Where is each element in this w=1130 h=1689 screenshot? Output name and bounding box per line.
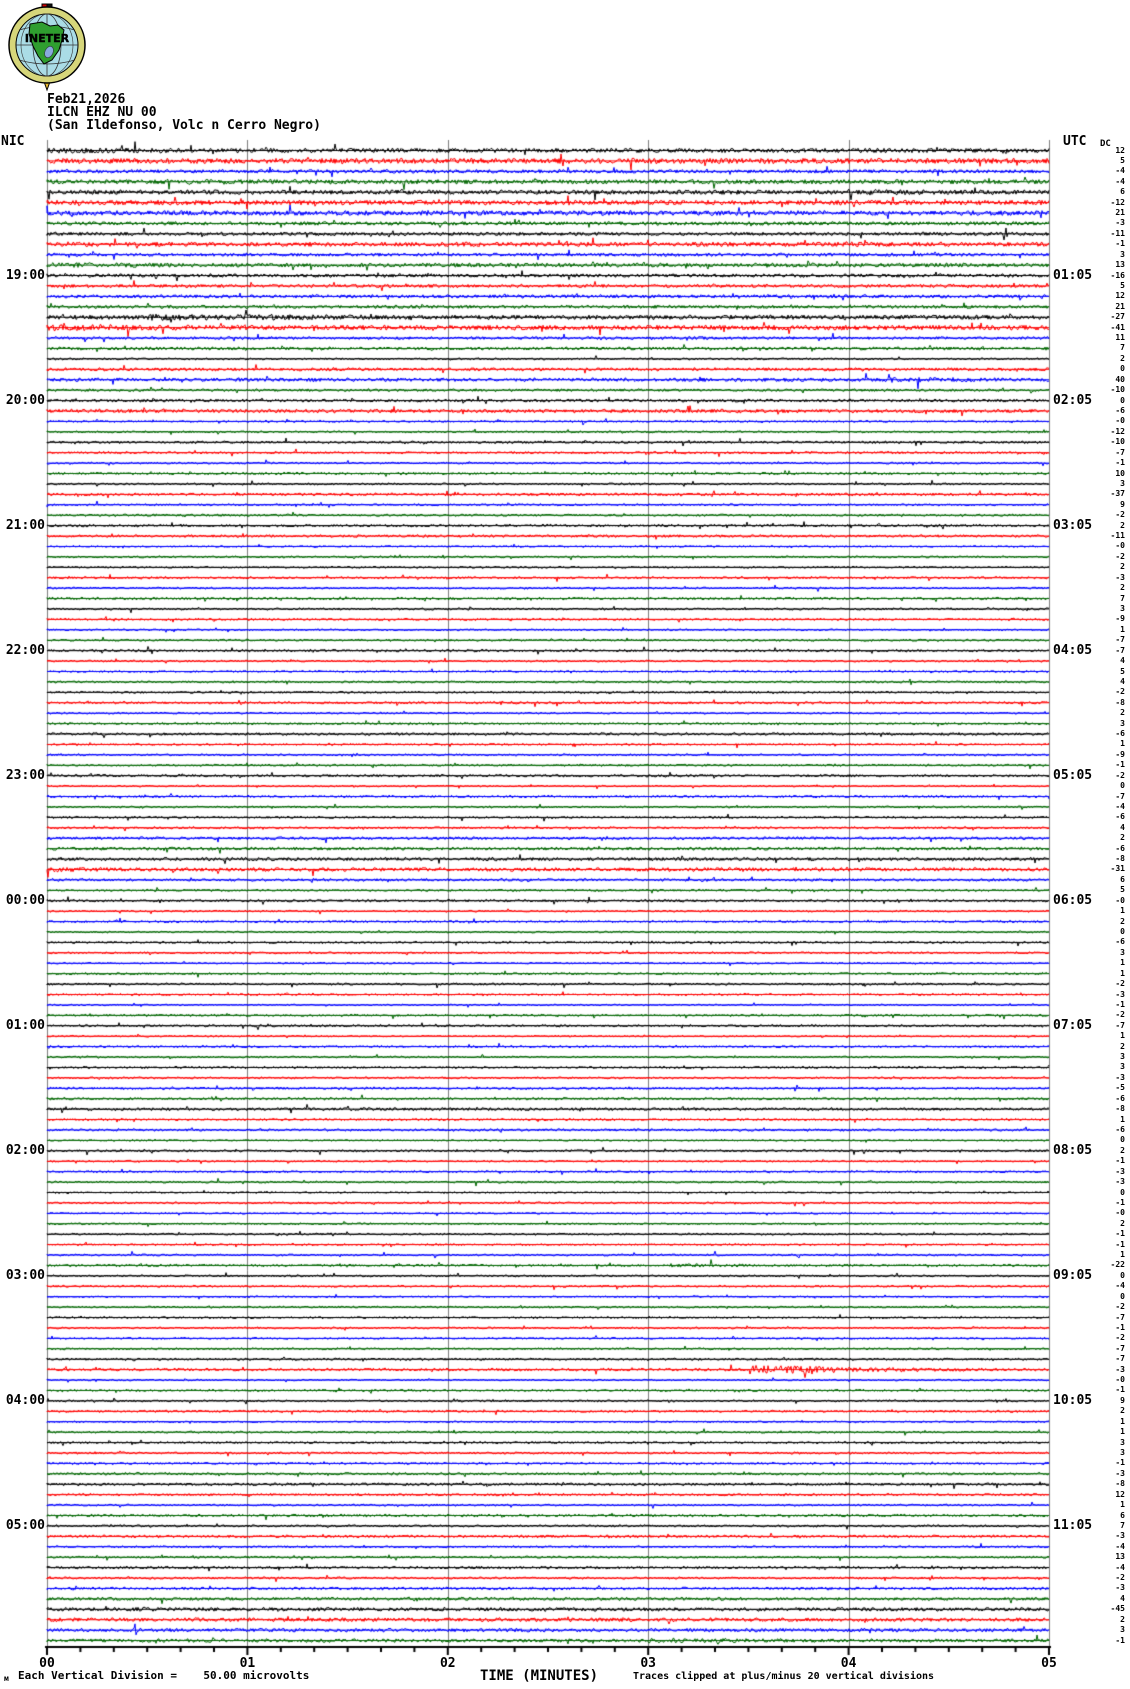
dc-offset-value: 1 <box>1120 906 1125 916</box>
dc-offset-value: -6 <box>1115 812 1125 822</box>
dc-offset-value: 40 <box>1115 374 1125 384</box>
utc-hour-label: 10:05 <box>1053 1392 1093 1408</box>
dc-offset-value: 1 <box>1120 1031 1125 1041</box>
dc-offset-value: 1 <box>1120 624 1125 634</box>
dc-offset-value: -0 <box>1115 541 1125 551</box>
minute-tick-label: 00 <box>39 1656 55 1671</box>
dc-offset-value: 3 <box>1120 478 1125 488</box>
dc-offset-value: -7 <box>1115 1343 1125 1353</box>
dc-offset-value: 12 <box>1115 1489 1125 1499</box>
dc-offset-value: 7 <box>1120 1520 1125 1530</box>
vertical-scale-note: Each Vertical Division = 50.00 microvolts <box>18 1669 310 1682</box>
dc-offset-value: 1 <box>1120 958 1125 968</box>
dc-offset-value: 3 <box>1120 249 1125 259</box>
local-hour-label: 20:00 <box>5 392 45 408</box>
dc-offset-value: -10 <box>1110 437 1125 447</box>
dc-offset-value: -3 <box>1115 1364 1125 1374</box>
dc-offset-value: 1 <box>1120 968 1125 978</box>
dc-offset-value: -1 <box>1115 458 1125 468</box>
dc-offset-value: 5 <box>1120 155 1125 165</box>
dc-offset-value: -1 <box>1115 1239 1125 1249</box>
dc-offset-value: 3 <box>1120 947 1125 957</box>
dc-offset-value: 10 <box>1115 468 1125 478</box>
dc-offset-value: -2 <box>1115 687 1125 697</box>
local-hour-label: 05:00 <box>5 1517 45 1533</box>
dc-offset-value: 12 <box>1115 145 1125 155</box>
dc-offset-value: -3 <box>1115 1072 1125 1082</box>
dc-offset-value: -1 <box>1115 1322 1125 1332</box>
dc-offset-value: -4 <box>1115 166 1125 176</box>
dc-offset-value: 1 <box>1120 1427 1125 1437</box>
utc-hour-label: 02:05 <box>1053 392 1093 408</box>
dc-offset-value: -6 <box>1115 729 1125 739</box>
plot-date: Feb21,2026 <box>47 92 126 107</box>
dc-offset-value: 5 <box>1120 280 1125 290</box>
dc-offset-value: -3 <box>1115 572 1125 582</box>
dc-offset-value: 4 <box>1120 656 1125 666</box>
minute-tick-label: 05 <box>1041 1656 1057 1671</box>
local-hour-label: 00:00 <box>5 892 45 908</box>
utc-hour-label: 01:05 <box>1053 267 1093 283</box>
dc-offset-value: -16 <box>1110 270 1125 280</box>
dc-offset-value: 7 <box>1120 343 1125 353</box>
dc-offset-value: 3 <box>1120 718 1125 728</box>
local-hour-label: 03:00 <box>5 1267 45 1283</box>
local-hour-label: 19:00 <box>5 267 45 283</box>
dc-offset-value: -3 <box>1115 1166 1125 1176</box>
local-hour-label: 04:00 <box>5 1392 45 1408</box>
dc-offset-value: -8 <box>1115 854 1125 864</box>
dc-offset-value: 11 <box>1115 333 1125 343</box>
dc-offset-value: 4 <box>1120 676 1125 686</box>
utc-hour-label: 07:05 <box>1053 1017 1093 1033</box>
dc-offset-value: -27 <box>1110 312 1125 322</box>
local-hour-label: 22:00 <box>5 642 45 658</box>
dc-offset-value: -6 <box>1115 937 1125 947</box>
dc-offset-value: -3 <box>1115 1583 1125 1593</box>
scale-glyph: м <box>4 1674 9 1683</box>
dc-offset-value: -5 <box>1115 1083 1125 1093</box>
dc-offset-value: -37 <box>1110 489 1125 499</box>
utc-hour-label: 05:05 <box>1053 767 1093 783</box>
dc-offset-value: 2 <box>1120 1218 1125 1228</box>
dc-offset-value: 2 <box>1120 1145 1125 1155</box>
dc-offset-value: -7 <box>1115 1354 1125 1364</box>
dc-offset-value: 3 <box>1120 1062 1125 1072</box>
dc-offset-value: 2 <box>1120 1041 1125 1051</box>
dc-offset-value: 0 <box>1120 1270 1125 1280</box>
dc-offset-value: -41 <box>1110 322 1125 332</box>
dc-offset-value: 1 <box>1120 1416 1125 1426</box>
dc-offset-value: -6 <box>1115 1093 1125 1103</box>
dc-offset-value: -3 <box>1115 218 1125 228</box>
dc-offset-value: -11 <box>1110 228 1125 238</box>
dc-offset-value: 6 <box>1120 187 1125 197</box>
dc-offset-value: 1 <box>1120 1500 1125 1510</box>
left-timezone-title: NIC <box>1 134 25 149</box>
dc-offset-value: -1 <box>1115 1635 1125 1645</box>
dc-offset-value: -4 <box>1115 1541 1125 1551</box>
utc-hour-label: 03:05 <box>1053 517 1093 533</box>
minute-tick-label: 03 <box>640 1656 657 1671</box>
local-hour-label: 02:00 <box>5 1142 45 1158</box>
dc-offset-value: 0 <box>1120 1187 1125 1197</box>
dc-offset-value: 21 <box>1115 301 1125 311</box>
ineter-logo-icon <box>2 2 92 92</box>
dc-offset-value: 3 <box>1120 1625 1125 1635</box>
dc-offset-value: 2 <box>1120 353 1125 363</box>
station-description: (San Ildefonso, Volc n Cerro Negro) <box>47 118 321 133</box>
dc-offset-value: -8 <box>1115 1104 1125 1114</box>
dc-offset-value: 13 <box>1115 260 1125 270</box>
dc-offset-value: -2 <box>1115 510 1125 520</box>
local-hour-label: 01:00 <box>5 1017 45 1033</box>
minute-tick-label: 04 <box>840 1656 857 1671</box>
dc-offset-value: 4 <box>1120 1593 1125 1603</box>
dc-offset-value: -9 <box>1115 614 1125 624</box>
dc-offset-value: 2 <box>1120 520 1125 530</box>
dc-offset-value: -0 <box>1115 1375 1125 1385</box>
dc-offset-value: 1 <box>1120 739 1125 749</box>
dc-offset-value: -1 <box>1115 1156 1125 1166</box>
dc-offset-value: 2 <box>1120 708 1125 718</box>
dc-offset-value: 2 <box>1120 916 1125 926</box>
station-code: ILCN EHZ NU 00 <box>47 105 157 120</box>
utc-hour-label: 06:05 <box>1053 892 1093 908</box>
utc-hour-label: 04:05 <box>1053 642 1093 658</box>
dc-offset-value: 13 <box>1115 1552 1125 1562</box>
dc-offset-value: -10 <box>1110 385 1125 395</box>
dc-offset-value: -11 <box>1110 531 1125 541</box>
dc-offset-value: -1 <box>1115 239 1125 249</box>
dc-offset-value: -4 <box>1115 176 1125 186</box>
dc-offset-value: 0 <box>1120 395 1125 405</box>
dc-offset-value: -2 <box>1115 1573 1125 1583</box>
dc-offset-value: 9 <box>1120 1395 1125 1405</box>
utc-hour-label: 09:05 <box>1053 1267 1093 1283</box>
dc-offset-value: 0 <box>1120 781 1125 791</box>
dc-offset-value: -12 <box>1110 426 1125 436</box>
dc-offset-value: -0 <box>1115 895 1125 905</box>
dc-offset-value: 12 <box>1115 291 1125 301</box>
dc-offset-value: -7 <box>1115 635 1125 645</box>
dc-offset-value: 4 <box>1120 822 1125 832</box>
minute-tick-label: 01 <box>239 1656 256 1671</box>
dc-offset-value: 2 <box>1120 833 1125 843</box>
dc-offset-value: -8 <box>1115 1479 1125 1489</box>
dc-offset-value: -7 <box>1115 1312 1125 1322</box>
dc-offset-value: -2 <box>1115 979 1125 989</box>
clipping-note: Traces clipped at plus/minus 20 vertical divisions <box>633 1671 935 1682</box>
dc-offset-value: 3 <box>1120 1437 1125 1447</box>
dc-offset-value: -1 <box>1115 1385 1125 1395</box>
dc-offset-value: -31 <box>1110 864 1125 874</box>
dc-offset-value: -2 <box>1115 1333 1125 1343</box>
dc-offset-value: 9 <box>1120 499 1125 509</box>
dc-offset-value: -3 <box>1115 989 1125 999</box>
dc-offset-value: -3 <box>1115 1177 1125 1187</box>
dc-offset-value: 6 <box>1120 874 1125 884</box>
utc-hour-label: 11:05 <box>1053 1517 1093 1533</box>
dc-offset-value: -3 <box>1115 1531 1125 1541</box>
dc-offset-value: -7 <box>1115 447 1125 457</box>
x-axis-title: TIME (MINUTES) <box>480 1668 599 1684</box>
dc-offset-value: -9 <box>1115 749 1125 759</box>
dc-offset-value: -1 <box>1115 999 1125 1009</box>
dc-offset-value: 2 <box>1120 1406 1125 1416</box>
dc-offset-value: -6 <box>1115 406 1125 415</box>
dc-offset-value: 2 <box>1120 562 1125 572</box>
dc-offset-value: -6 <box>1115 1124 1125 1134</box>
dc-offset-value: 21 <box>1115 208 1125 218</box>
minute-tick-label: 02 <box>439 1656 456 1671</box>
dc-offset-value: 0 <box>1120 1135 1125 1145</box>
dc-offset-value: -7 <box>1115 645 1125 655</box>
dc-column-title: DC <box>1100 139 1111 149</box>
dc-offset-value: -1 <box>1115 1229 1125 1239</box>
dc-offset-value: -2 <box>1115 1302 1125 1312</box>
dc-offset-value: -0 <box>1115 416 1125 426</box>
dc-offset-value: -22 <box>1110 1260 1125 1270</box>
dc-offset-value: 1 <box>1120 1114 1125 1124</box>
dc-offset-value: 3 <box>1120 1448 1125 1457</box>
dc-offset-value: 1 <box>1120 1250 1125 1260</box>
dc-offset-value: -2 <box>1115 770 1125 780</box>
dc-offset-value: -8 <box>1115 697 1125 707</box>
dc-offset-value: -4 <box>1115 1281 1125 1291</box>
dc-offset-value: 7 <box>1120 593 1125 603</box>
dc-offset-value: -2 <box>1115 551 1125 561</box>
local-hour-label: 23:00 <box>5 767 45 783</box>
dc-offset-value: 2 <box>1120 1614 1125 1624</box>
utc-hour-label: 08:05 <box>1053 1142 1093 1158</box>
dc-offset-value: -12 <box>1110 197 1125 207</box>
right-timezone-title: UTC <box>1063 134 1087 149</box>
dc-offset-value: -1 <box>1115 760 1125 770</box>
dc-offset-value: 0 <box>1120 927 1125 936</box>
dc-offset-value: -6 <box>1115 843 1125 853</box>
svg-text:INETER: INETER <box>24 32 70 45</box>
dc-offset-value: -1 <box>1115 1458 1125 1468</box>
dc-offset-value: 0 <box>1120 1291 1125 1301</box>
dc-offset-value: 3 <box>1120 1052 1125 1062</box>
dc-offset-value: -45 <box>1110 1604 1125 1614</box>
dc-offset-value: 3 <box>1120 603 1125 613</box>
dc-offset-value: 5 <box>1120 885 1125 895</box>
local-hour-label: 21:00 <box>5 517 45 533</box>
dc-offset-value: -1 <box>1115 1197 1125 1207</box>
dc-offset-value: -4 <box>1115 801 1125 811</box>
dc-offset-value: -3 <box>1115 1468 1125 1478</box>
dc-offset-value: -0 <box>1115 1208 1125 1218</box>
dc-offset-value: 6 <box>1120 1510 1125 1520</box>
dc-offset-value: 5 <box>1120 666 1125 676</box>
dc-offset-value: 0 <box>1120 364 1125 374</box>
dc-offset-value: -4 <box>1115 1562 1125 1572</box>
dc-offset-value: -7 <box>1115 791 1125 801</box>
dc-offset-value: 2 <box>1120 583 1125 593</box>
dc-offset-value: -7 <box>1115 1020 1125 1030</box>
dc-offset-value: -2 <box>1115 1010 1125 1020</box>
